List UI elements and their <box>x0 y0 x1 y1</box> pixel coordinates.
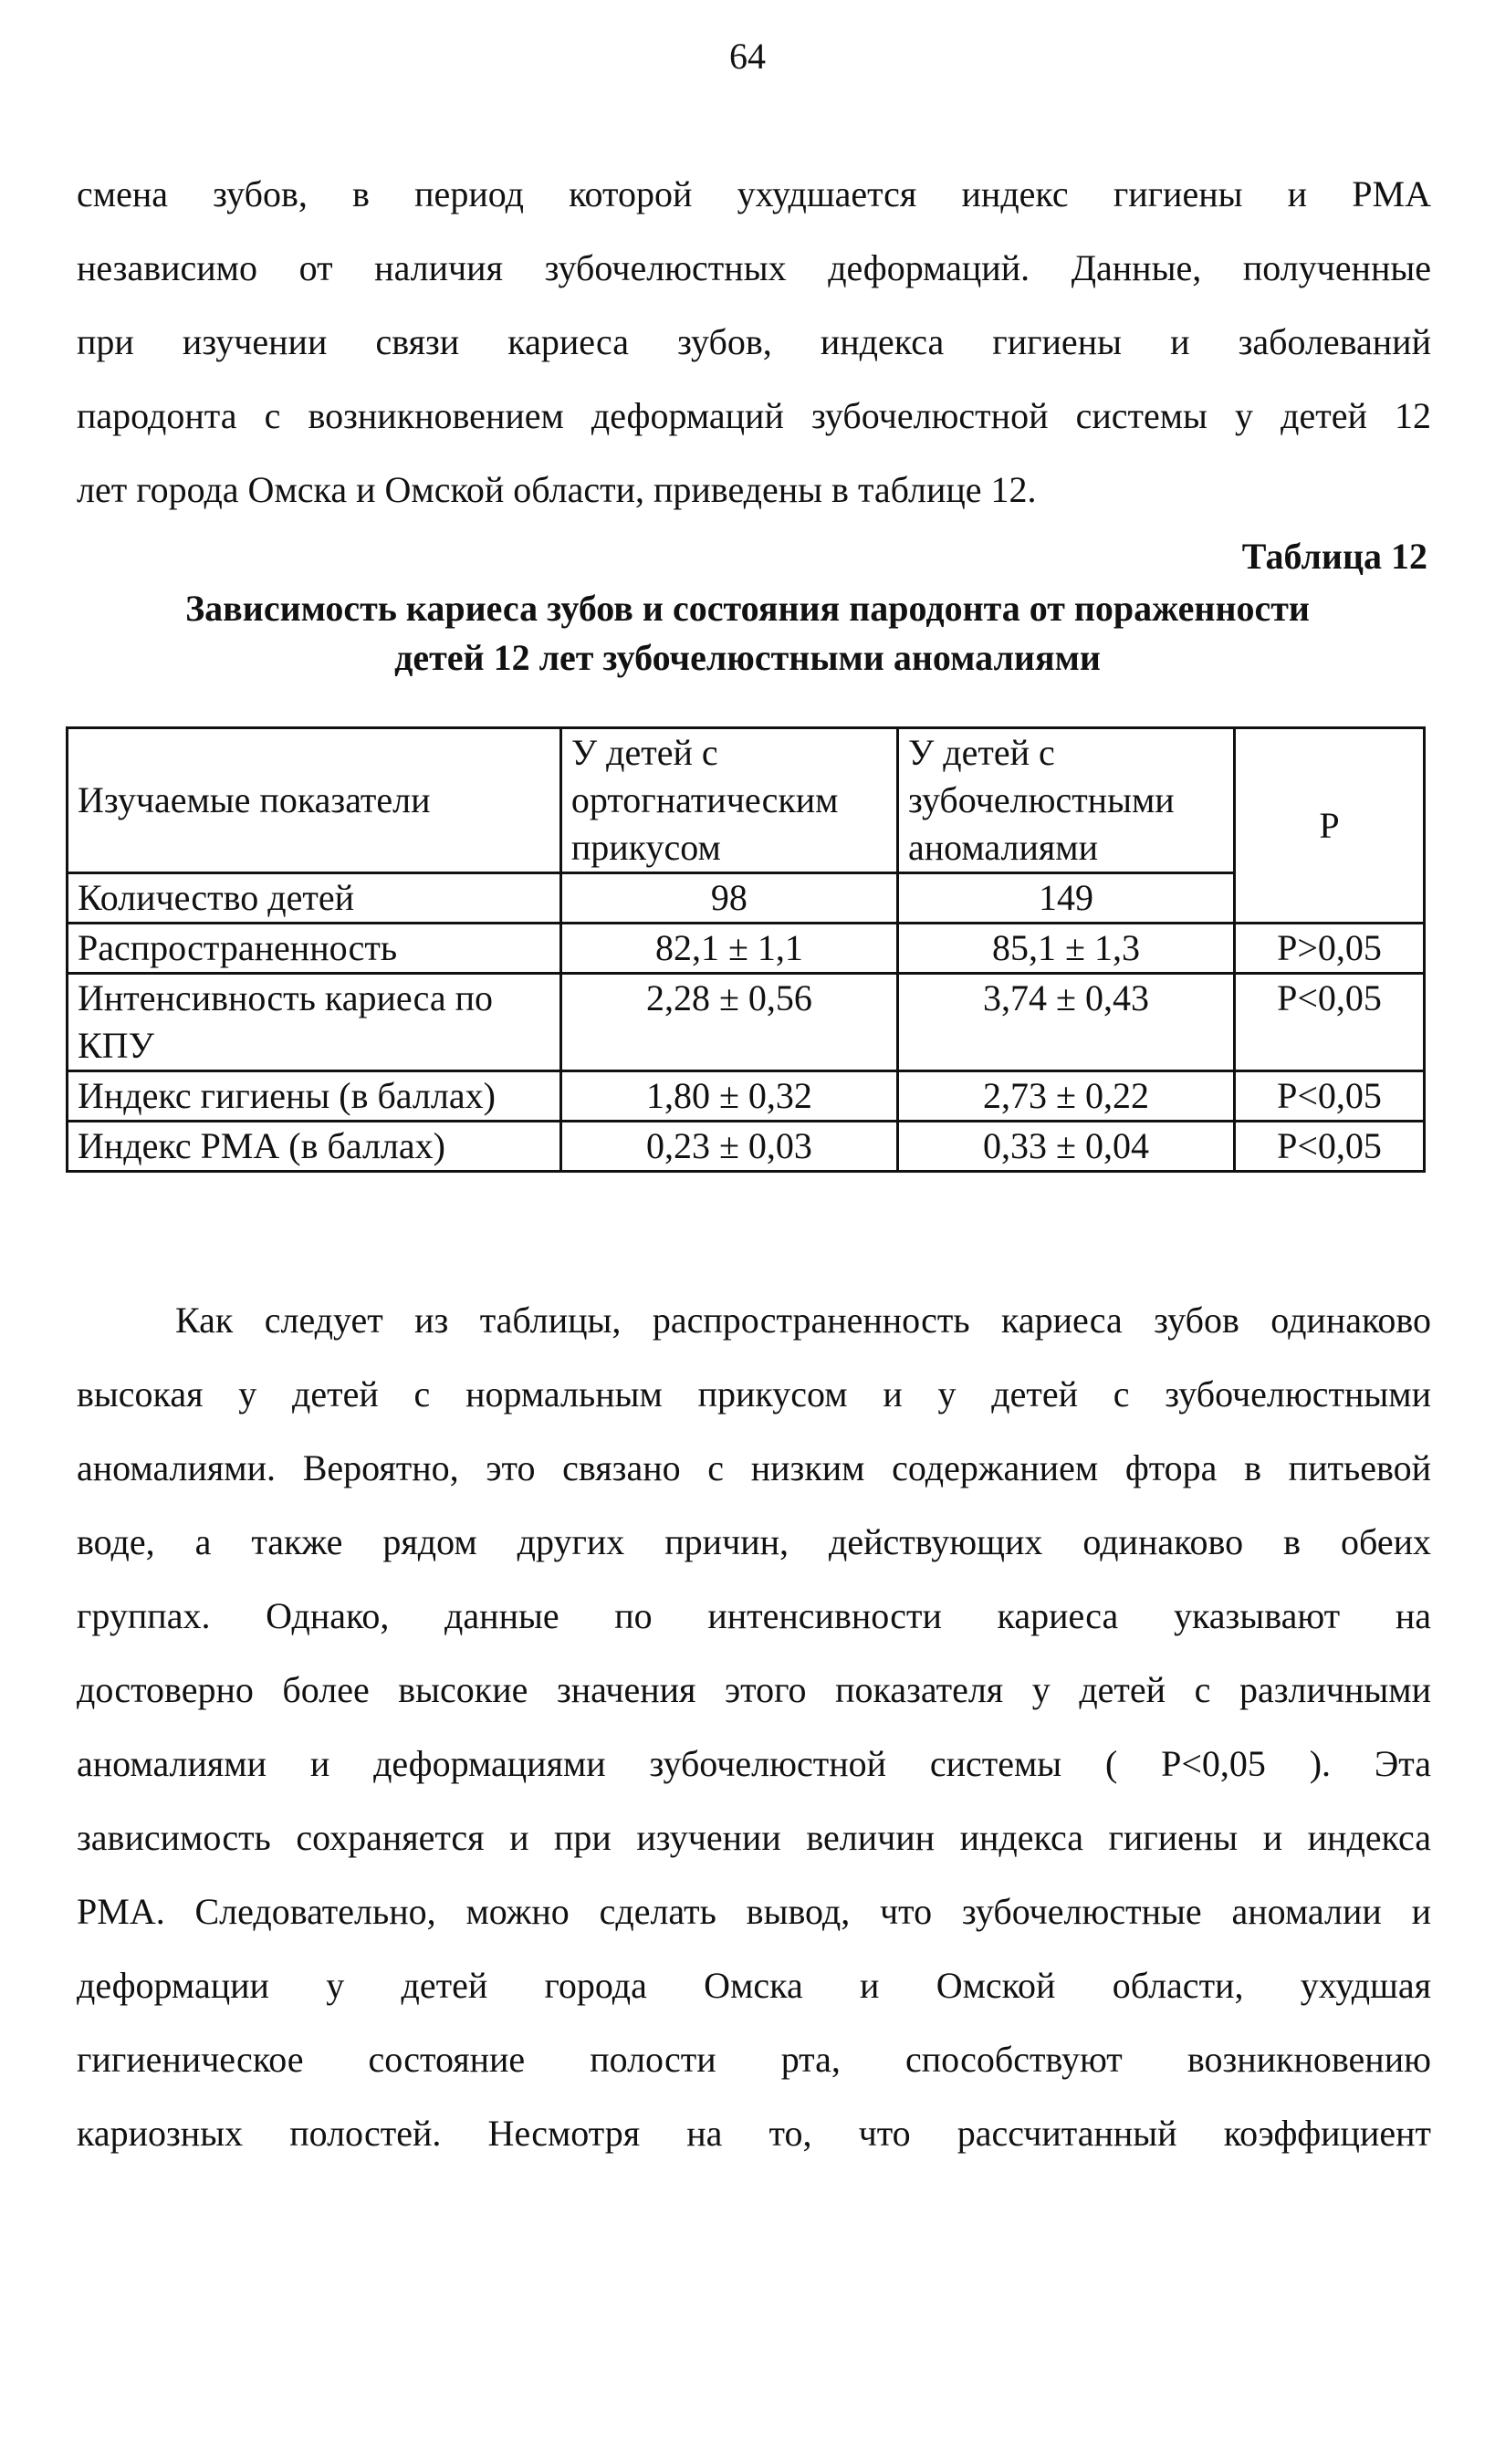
table-row <box>68 974 1425 1071</box>
discussion-line: высокая у детей с нормальным прикусом и у детей с зубочелюстными <box>77 1373 1431 1415</box>
discussion-line: зависимость сохраняется и при изучении величин индекса гигиены и индекса <box>77 1817 1431 1858</box>
row-label: Распространенность <box>68 924 561 974</box>
discussion-line: гигиеническое состояние полости рта, способствуют возникновению <box>77 2039 1431 2080</box>
table-title-line: детей 12 лет зубочелюстными аномалиями <box>394 637 1101 678</box>
discussion-line: аномалиями. Вероятно, это связано с низким содержанием фтора в питьевой <box>77 1447 1431 1488</box>
cell-orthognathic: 0,23 ± 0,03 <box>560 1122 897 1172</box>
cell-orthognathic: 1,80 ± 0,32 <box>560 1071 897 1122</box>
cell-anomalies: 3,74 ± 0,43 <box>897 974 1234 1071</box>
table-header-row <box>68 728 1425 873</box>
cell-anomalies: 2,73 ± 0,22 <box>897 1071 1234 1122</box>
row-label: Индекс РМА (в баллах) <box>68 1122 561 1172</box>
intro-line: при изучении связи кариеса зубов, индекса гигиены и заболеваний <box>77 321 1431 362</box>
intro-line: пародонта с возникновением деформаций зубочелюстной системы у детей 12 <box>77 395 1431 436</box>
discussion-line: РМА. Следовательно, можно сделать вывод, что зубочелюстные аномалии и <box>77 1891 1431 1932</box>
discussion-line: группах. Однако, данные по интенсивности кариеса указывают на <box>77 1595 1431 1636</box>
table-row <box>68 873 1425 924</box>
discussion-line: кариозных полостей. Несмотря на то, что рассчитанный коэффициент <box>77 2113 1431 2154</box>
cell-anomalies: 149 <box>897 873 1234 924</box>
intro-paragraph <box>77 157 1431 527</box>
header-indicators: Изучаемые показатели <box>68 728 561 873</box>
cell-p-value: Р<0,05 <box>1235 1071 1425 1122</box>
cell-anomalies: 85,1 ± 1,3 <box>897 924 1234 974</box>
table-row <box>68 924 1425 974</box>
table-caption: Таблица 12 <box>1241 536 1427 577</box>
cell-p-value: Р<0,05 <box>1235 974 1425 1071</box>
table-row <box>68 1122 1425 1172</box>
cell-p-value: Р>0,05 <box>1235 924 1425 974</box>
discussion-line: воде, а также рядом других причин, действующих одинаково в обеих <box>77 1521 1431 1562</box>
table-title <box>0 584 1495 683</box>
header-p: Р <box>1235 728 1425 924</box>
row-label: Количество детей <box>68 873 561 924</box>
data-table <box>66 726 1426 1173</box>
cell-orthognathic: 2,28 ± 0,56 <box>560 974 897 1071</box>
discussion-line: деформации у детей города Омска и Омской области, ухудшая <box>77 1965 1431 2006</box>
cell-anomalies: 0,33 ± 0,04 <box>897 1122 1234 1172</box>
intro-line: лет города Омска и Омской области, приведены в таблице 12. <box>77 469 1037 510</box>
intro-line: независимо от наличия зубочелюстных деформаций. Данные, полученные <box>77 247 1431 288</box>
cell-orthognathic: 98 <box>560 873 897 924</box>
discussion-line: аномалиями и деформациями зубочелюстной системы ( Р<0,05 ). Эта <box>77 1743 1431 1784</box>
cell-orthognathic: 82,1 ± 1,1 <box>560 924 897 974</box>
cell-p-value: Р<0,05 <box>1235 1122 1425 1172</box>
row-label: Интенсивность кариеса по КПУ <box>68 974 561 1071</box>
discussion-line: Как следует из таблицы, распространенность кариеса зубов одинаково <box>175 1300 1431 1341</box>
table-row <box>68 1071 1425 1122</box>
header-anomalies: У детей с зубочелюстными аномалиями <box>897 728 1234 873</box>
page-number: 64 <box>729 36 766 77</box>
row-label: Индекс гигиены (в баллах) <box>68 1071 561 1122</box>
table-title-line: Зависимость кариеса зубов и состояния пародонта от пораженности <box>185 588 1310 629</box>
header-orthognathic: У детей с ортогнатическим прикусом <box>560 728 897 873</box>
discussion-line: достоверно более высокие значения этого показателя у детей с различными <box>77 1669 1431 1710</box>
intro-line: смена зубов, в период которой ухудшается индекс гигиены и РМА <box>77 173 1431 214</box>
discussion-paragraph <box>77 1283 1431 2170</box>
